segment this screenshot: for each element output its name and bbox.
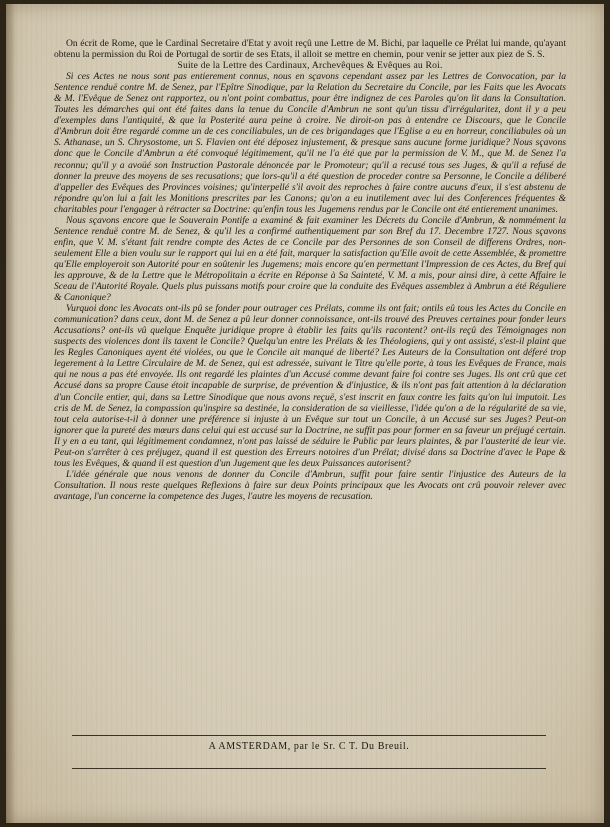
imprint-rule-top	[72, 735, 546, 736]
body-paragraph-3: Vurquoi donc les Avocats ont-ils pû se fonder pour outrager ces Prélats, comme ils ont fait; ontils eû tous les Actes du Concile en communication? dans ceux, dont M. de Senez a pû leur donner connoissance, ont-ils trouvé des Preuves certaines pour fonder leurs Accusations? ont-ils vû quelque Enquête juridique propre à établir les faits qu'ils racontent? ont-ils reçû des Témoignages non suspects des violences dont ils taxent le Concile? Quelqu'un entre les Prélats & les Théologiens, qui y ont assisté, s'est-il plaint que les Regles Canoniques ayent été violées, ou que le Concile ait manqué de liberté? Les Auteurs de la Consultation ont déferé trop legerement à la Lettre Circulaire de M. de Senez, qui est adressée, suivant le Titre qu'elle porte, à tous les Evêques de France, mais qui ne nous a pas été envoyée. Ils ont regardé les plaintes d'un Accusé comme devant faire foi contre ses Juges. Ils ont crû que cet Accusé dans sa propre Cause étoit incapable de surprise, de prévention & d'injustice, & ils n'ont pas fait attention à la déclaration d'un Concile entier, qui, dans sa Lettre Sinodique que nous avons reçuë, s'est inscrit en faux contre les faits qu'on lui imputoit. Les cris de M. de Senez, la compassion qu'inspire sa destinée, la consideration de sa vieillesse, l'idée qu'on a de la régularité de sa vie, tout cela autorise-t-il à donner une préférence si injuste à un Evêque sur tout un Concile, à un Accusé sur ses Juges? Peut-on ignorer que la pureté des mœurs dans celui qui est accusé sur la Doctrine, ne suffit pas pour former en sa faveur un préjugé certain. Il y en a eu tant, qui légitimement condamnez, n'ont pas laissé de séduire le Public par leurs plaintes, & par l'austerité de leur vie. Peut-on s'arrêter à ces préjugez, quand il est question des Erreurs notoires d'un Prélat; divisé dans sa Doctrine d'avec le Pape & tous les Evêques, & quand il est question d'un Jugement que les deux Puissances autorisent?	[54, 303, 566, 469]
page-edge-shadow	[6, 4, 16, 823]
body-paragraph-2: Nous sçavons encore que le Souverain Pontife a examiné & fait examiner les Décrets du Concile d'Ambrun, & nommément la Sentence renduë contre M. de Senez, & qu'il les a confirmé authentiquement par son Bref du 17. Decembre 1727. Nous sçavons enfin, que V. M. s'étant fait rendre compte des Actes de ce Concile par des Personnes de son Conseil de differens Ordres, non-seulement Elle a bien voulu sur le rapport qui lui en a été fait, marquer la satisfaction qu'Elle avoit de cette Assemblée, & promettre qu'Elle employeroit son Autorité pour en soûtenir les Jugemens; mais encore qu'en permettant l'Impression de ces Actes, du Bref qui les approuve, & de la Lettre que le Métropolitain a écrite en Réponse à Sa Sainteté, V. M. a mis, pour ainsi dire, à cette Affaire le Sceau de l'Autorité Royale. Quels plus puissans motifs pour croire que la conduite des Evêques assemblez à Ambrun a été Réguliere & Canonique?	[54, 214, 566, 304]
body-paragraph-4: L'idée générale que nous venons de donner du Concile d'Ambrun, suffit pour faire sentir l'injustice des Auteurs de la Consultation. Il nous reste quelques Reflexions à faire sur deux Points principaux que les Avocats ont crû pouvoir relever avec avantage, l'un concerne la competence des Juges, l'autre les moyens de recusation.	[54, 468, 566, 502]
intro-paragraph: On écrit de Rome, que le Cardinal Secretaire d'Etat y avoit reçû une Lettre de M. Bichi, par laquelle ce Prélat lui mande, qu'ayant obtenu la permission du Roi de Portugal de sortir de ses Etats, il alloit se mettre en chemin, pour venir se jetter aux piez de S. S.	[54, 38, 566, 61]
imprint-line: A AMSTERDAM, par le Sr. C T. Du Breuil.	[208, 741, 410, 752]
printed-page	[6, 4, 604, 823]
imprint-rule-bottom	[72, 768, 546, 769]
section-heading: Suite de la Lettre des Cardinaux, Archevêques & Evêques au Roi.	[177, 60, 443, 72]
body-paragraph-1: Si ces Actes ne nous sont pas entierement connus, nous en sçavons cependant assez par les Lettres de Convocation, par la Sentence renduë contre M. de Senez, par l'Epître Sinodique, par la Relation du Secretaire du Concile, par les Faits que les Avocats & M. l'Evêque de Senez ont rapportez, ou n'ont point combattus, pour être indignez de ces Paroles qu'on lit dans la Consultation. Toutes les démarches qui ont été faites dans la tenue du Concile d'Ambrun ne sont qu'un tissu d'irrégularitez, dont il y a peu d'exemples dans l'antiquité, & que la Posterité aura peine à croire. Ne diroit-on pas à entendre ce Discours, que le Concile d'Ambrun doit être regardé comme un de ces conciliabules, un de ces brigandages que l'Eglise a eu en horreur, conciliabules où un S. Athanase, un S. Chrysostome, un S. Flavien ont été déposez injustement, & presque sans aucune forme juridique? Nous sçavons donc que le Concile d'Ambrun a été convoqué légitimement, qu'il ne l'a été que par la permission de V. M., que M. de Senez l'a reconnu; qu'il y a avoüé son Instruction Pastorale dénoncée par le Promoteur; qu'il a recusé tous ses Juges, & qu'il a refusé de donner la preuve des moyens de ses recusations; que lors-qu'il a été question de proceder contre sa Personne, le Concile a déliberé d'appeller des Evêques des Provinces voisines; qu'interpellé s'il avoit des reproches à faire contre aucuns d'eux, il s'est abstenu de répondre qu'on lui a fait les Monitions prescrites par les Canons; qu'on a eu inutilement avec lui des Conferences fréquentes & charitables pour l'engager à rétracter sa Doctrine: qu'enfin tous les Jugemens rendus par le Concile ont été entierement unanimes.	[54, 71, 566, 215]
page-body	[54, 38, 566, 502]
